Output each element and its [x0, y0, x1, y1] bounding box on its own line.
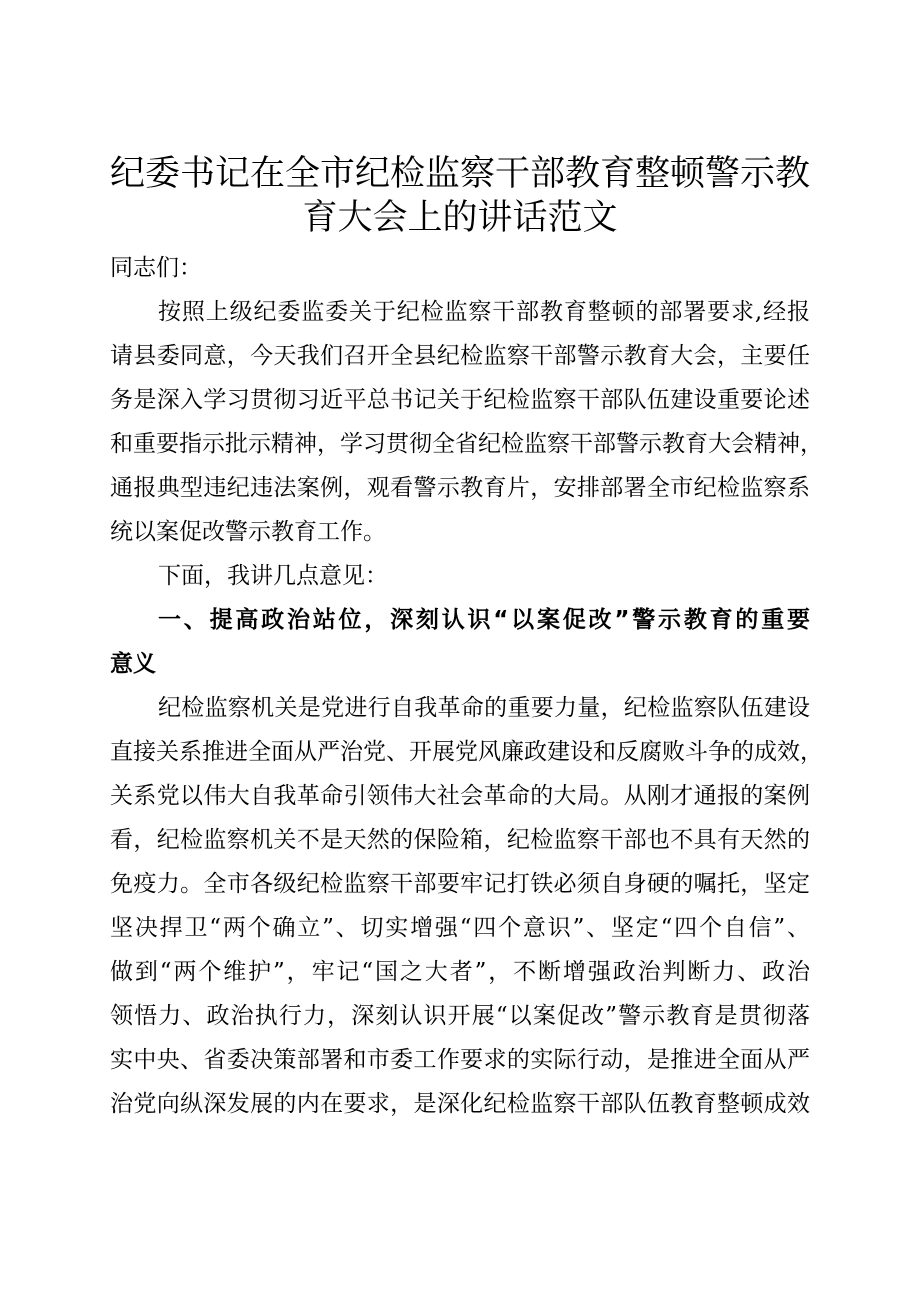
- paragraph-1-line: 通报典型违纪违法案例，观看警示教育片，安排部署全市纪检监察系: [110, 475, 810, 501]
- paragraph-3-line: 领悟力、政治执行力，深刻认识开展“以案促改”警示教育是贯彻落: [110, 1003, 810, 1029]
- paragraph-3-line: 实中央、省委决策部署和市委工作要求的实际行动，是推进全面从严: [110, 1047, 810, 1073]
- paragraph-3-line: 看，纪检监察机关不是天然的保险箱，纪检监察干部也不具有天然的: [110, 827, 810, 853]
- salutation: 同志们：: [110, 255, 202, 281]
- paragraph-3-line: 直接关系推进全面从严治党、开展党风廉政建设和反腐败斗争的成效，: [110, 739, 823, 765]
- paragraph-1-line: 按照上级纪委监委关于纪检监察干部教育整顿的部署要求,经报: [158, 299, 810, 325]
- document-title-line-2: 育大会上的讲话范文: [302, 198, 618, 238]
- paragraph-3-line: 坚决捍卫“两个确立”、切实增强“四个意识”、坚定“四个自信”、: [110, 915, 810, 941]
- paragraph-1-line: 务是深入学习贯彻习近平总书记关于纪检监察干部队伍建设重要论述: [110, 387, 810, 413]
- paragraph-3-line: 纪检监察机关是党进行自我革命的重要力量，纪检监察队伍建设: [158, 695, 810, 721]
- document-title-line-1: 纪委书记在全市纪检监察干部教育整顿警示教: [109, 154, 810, 194]
- paragraph-2: 下面，我讲几点意见：: [158, 563, 388, 589]
- paragraph-3-line: 免疫力。全市各级纪检监察干部要牢记打铁必须自身硬的嘱托，坚定: [110, 871, 810, 897]
- paragraph-3-line: 关系党以伟大自我革命引领伟大社会革命的大局。从刚才通报的案例: [110, 783, 810, 809]
- paragraph-3-line: 做到“两个维护”，牢记“国之大者”，不断增强政治判断力、政治: [110, 959, 810, 985]
- paragraph-1-line: 和重要指示批示精神，学习贯彻全省纪检监察干部警示教育大会精神，: [110, 431, 823, 457]
- paragraph-3-line: 治党向纵深发展的内在要求，是深化纪检监察干部队伍教育整顿成效: [110, 1091, 810, 1117]
- section-heading-1-line: 意义: [110, 651, 156, 677]
- paragraph-1-line: 请县委同意，今天我们召开全县纪检监察干部警示教育大会，主要任: [110, 343, 810, 369]
- paragraph-1-line: 统以案促改警示教育工作。: [110, 519, 386, 545]
- section-heading-1-line: 一、提高政治站位，深刻认识“以案促改”警示教育的重要: [158, 607, 810, 633]
